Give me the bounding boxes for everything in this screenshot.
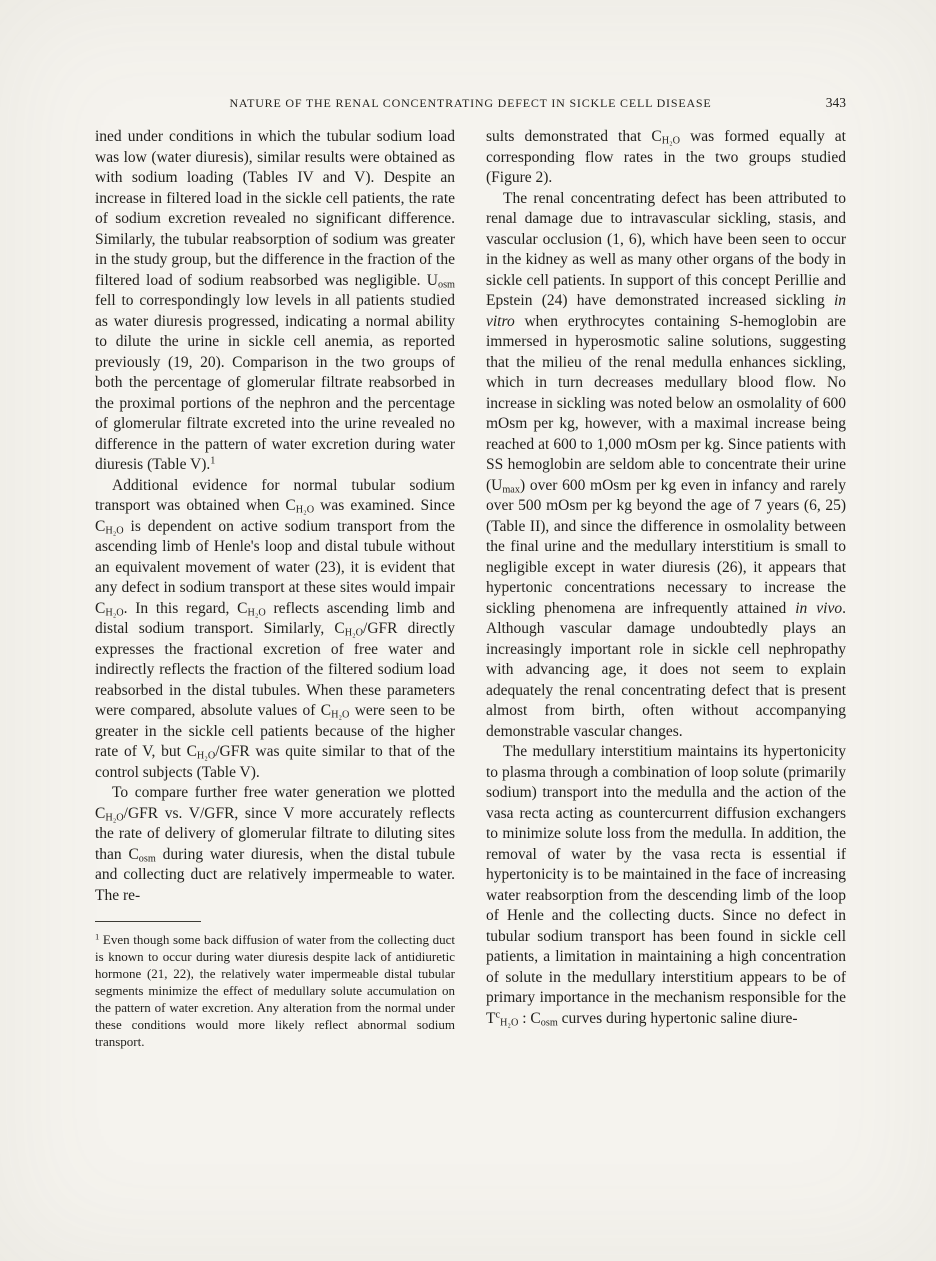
paragraph: sults demonstrated that $C_{H_2O}$ was formed equally at corresponding flow rates in the two groups studied (Figure 2).	[486, 128, 846, 186]
running-title: NATURE OF THE RENAL CONCENTRATING DEFECT IN SICKLE CELL DISEASE	[229, 96, 712, 110]
paragraph: The medullary interstitium maintains its hypertonicity to plasma through a combination of loop solute (primarily sodium) transport into the medulla and the action of the vasa recta acting as countercurrent diffusion exchangers to minimize solute loss from the medulla. In addition, the removal of water by the vasa recta is essential if hypertonicity is to be maintained in the face of increasing water reabsorption from the descending limb of the loop of Henle and the collecting ducts. Since no defect in tubular sodium transport has been found in sickle cell patients, a limitation in maintaining a high concentration of solute in the medullary interstitium appears to be of primary importance in the mechanism responsible for the $T^c_{H_2O}$ : $C_{osm}$ curves during hypertonic saline diure-	[486, 743, 846, 1029]
left-column	[95, 127, 455, 1050]
footnote-rule	[95, 921, 201, 922]
right-column	[486, 127, 846, 1029]
paragraph: The renal concentrating defect has been attributed to renal damage due to intravascular sickling, stasis, and vascular occlusion (1, 6), which have been seen to occur in the kidney as well as many other organs of the body in sickle cell patients. In support of this concept Perillie and Epstein (24) have demonstrated increased sickling in vitro when erythrocytes containing S-hemoglobin are immersed in hyperosmotic saline solutions, suggesting that the milieu of the renal medulla enhances sickling, which in turn decreases medullary blood flow. No increase in sickling was noted below an osmolality of 600 mOsm per kg, however, with a maximal increase being reached at 600 to 1,000 mOsm per kg. Since patients with SS hemoglobin are seldom able to concentrate their urine $(U_{max})$ over 600 mOsm per kg even in infancy and rarely over 500 mOsm per kg beyond the age of 7 years (6, 25) (Table II), and since the difference in osmolality between the final urine and the medullary interstitium is small to negligible except in water diuresis (26), it appears that hypertonic concentrations necessary to increase the sickling phenomena are infrequently attained in vivo. Although vascular damage undoubtedly plays an increasingly important role in sickle cell nephropathy with advancing age, it does not seem to explain adequately the renal concentrating defect that is present almost from birth, often without accompanying demonstrable vascular changes.	[486, 189, 846, 740]
paragraph: Additional evidence for normal tubular sodium transport was obtained when $C_{H_2O}$ was examined. Since $C_{H_2O}$ is dependent on active sodium transport from the ascending limb of Henle's loop and distal tubule without an equivalent movement of water (23), it is evident that any defect in sodium transport at these sites would impair $C_{H_2O}$. In this regard, $C_{H_2O}$ reflects ascending limb and distal sodium transport. Similarly, $C_{H_2O}$/GFR directly expresses the fractional excretion of free water and indirectly reflects the fraction of the filtered sodium load reabsorbed in the distal tubules. When these parameters were compared, absolute values of $C_{H_2O}$ were seen to be greater in the sickle cell patients because of the higher rate of V, but $C_{H_2O}$/GFR was quite similar to that of the control subjects (Table V).	[95, 476, 455, 781]
right-column-body	[486, 127, 846, 1029]
page-number: 343	[825, 95, 846, 110]
footnote-text: $^1$ Even though some back diffusion of water from the collecting duct is known to occur during water diuresis despite lack of antidiuretic hormone (21, 22), the relatively water impermeable distal tubular segments minimize the effect of medullary solute accumulation on the pattern of water excretion. Any alteration from the normal under these conditions would more likely reflect abnormal sodium transport.	[95, 931, 455, 1049]
text-columns	[95, 127, 846, 1050]
paragraph: To compare further free water generation we plotted $C_{H_2O}$/GFR vs. V/GFR, since V more accurately reflects the rate of delivery of glomerular filtrate to diluting sites than $C_{osm}$ during water diuresis, when the distal tubule and collecting duct are relatively impermeable to water. The re-	[95, 784, 455, 904]
paragraph: ined under conditions in which the tubular sodium load was low (water diuresis), similar results were obtained as with sodium loading (Tables IV and V). Despite an increase in filtered load in the sickle cell patients, the rate of sodium excretion revealed no significant difference. Similarly, the tubular reabsorption of sodium was greater in the study group, but the difference in the fraction of the filtered load of sodium reabsorbed was negligible. $U_{osm}$ fell to correspondingly low levels in all patients studied as water diuresis progressed, indicating a normal ability to dilute the urine in sickle cell anemia, as reported previously (19, 20). Comparison in the two groups of both the percentage of glomerular filtrate reabsorbed in the proximal portions of the nephron and the percentage of glomerular filtrate excreted into the urine revealed no difference in the pattern of water excretion during water diuresis (Table V).$^1$	[95, 128, 455, 473]
page-header	[95, 96, 846, 111]
left-column-body	[95, 127, 455, 906]
